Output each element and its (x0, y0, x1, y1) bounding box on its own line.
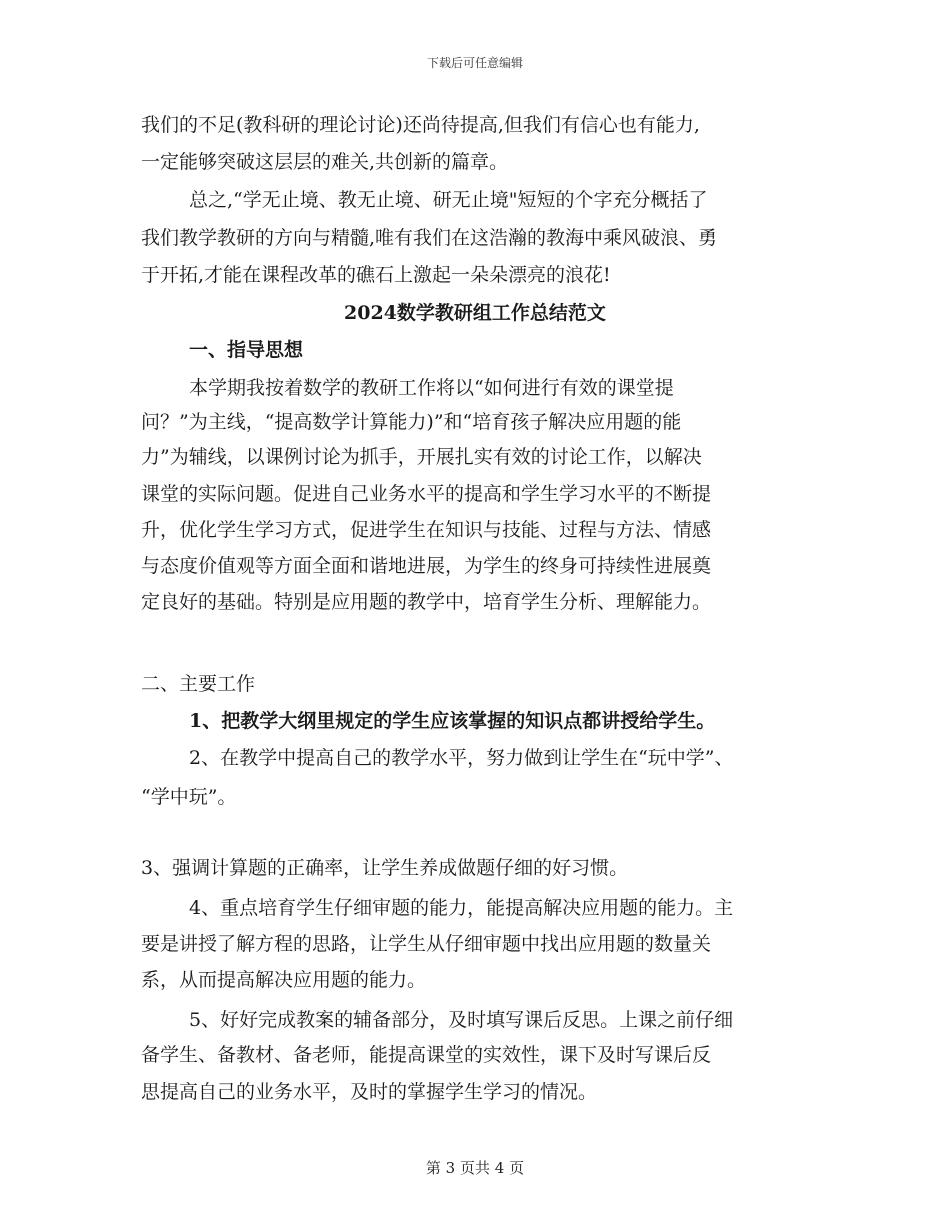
section-heading: 一、指导思想 (189, 339, 304, 361)
text-line: 一定能够突破这层层的难关,共创新的篇章。 (141, 151, 509, 173)
text-line: “学中玩”。 (141, 786, 237, 808)
text-line: 总之,“学无止境、教无止境、研无止境"短短的个字充分概括了 (189, 189, 708, 211)
text-line: 力”为辅线，以课例讨论为抓手，开展扎实有效的讨论工作，以解决 (141, 446, 702, 468)
text-line: 思提高自己的业务水平，及时的掌握学生学习的情况。 (141, 1081, 598, 1103)
text-line: 问？”为主线，“提高数学计算能力)”和“培育孩子解决应用题的能 (141, 411, 682, 433)
text-line: 我们教学教研的方向与精髓,唯有我们在这浩瀚的教海中乘风破浪、勇 (141, 227, 718, 249)
text-line: 课堂的实际问题。促进自己业务水平的提高和学生学习水平的不断提 (141, 483, 712, 505)
section-title: 2024数学教研组工作总结范文 (344, 302, 606, 324)
text-line: 要是讲授了解方程的思路，让学生从仔细审题中找出应用题的数量关 (141, 933, 712, 955)
text-line: 系，从而提高解决应用题的能力。 (141, 969, 427, 991)
section-heading: 二、主要工作 (141, 673, 256, 695)
text-line: 3、强调计算题的正确率，让学生养成做题仔细的好习惯。 (141, 857, 629, 879)
text-line: 我们的不足(教科研的理论讨论)还尚待提高,但我们有信心也有能力, (141, 114, 700, 136)
page-header: 下载后可任意编辑 (426, 56, 523, 70)
text-line: 备学生、备教材、备老师，能提高课堂的实效性，课下及时写课后反 (141, 1044, 712, 1066)
text-line: 4、重点培育学生仔细审题的能力，能提高解决应用题的能力。主 (189, 897, 734, 919)
text-line: 5、好好完成教案的辅备部分，及时填写课后反思。上课之前仔细 (189, 1009, 734, 1031)
text-line: 升，优化学生学习方式，促进学生在知识与技能、过程与方法、情感 (141, 519, 712, 541)
page-footer: 第 3 页共 4 页 (425, 1159, 525, 1177)
text-line: 本学期我按着数学的教研工作将以“如何进行有效的课堂提 (189, 377, 674, 399)
text-line: 与态度价值观等方面全面和谐地进展，为学生的终身可持续性进展奠 (141, 555, 712, 577)
text-line: 定良好的基础。特别是应用题的教学中，培育学生分析、理解能力。 (141, 591, 712, 613)
text-line: 1、把教学大纲里规定的学生应该掌握的知识点都讲授给学生。 (189, 710, 716, 732)
text-line: 于开拓,才能在课程改革的礁石上激起一朵朵漂亮的浪花! (141, 264, 611, 286)
text-line: 2、在教学中提高自己的教学水平，努力做到让学生在“玩中学”、 (189, 747, 734, 769)
